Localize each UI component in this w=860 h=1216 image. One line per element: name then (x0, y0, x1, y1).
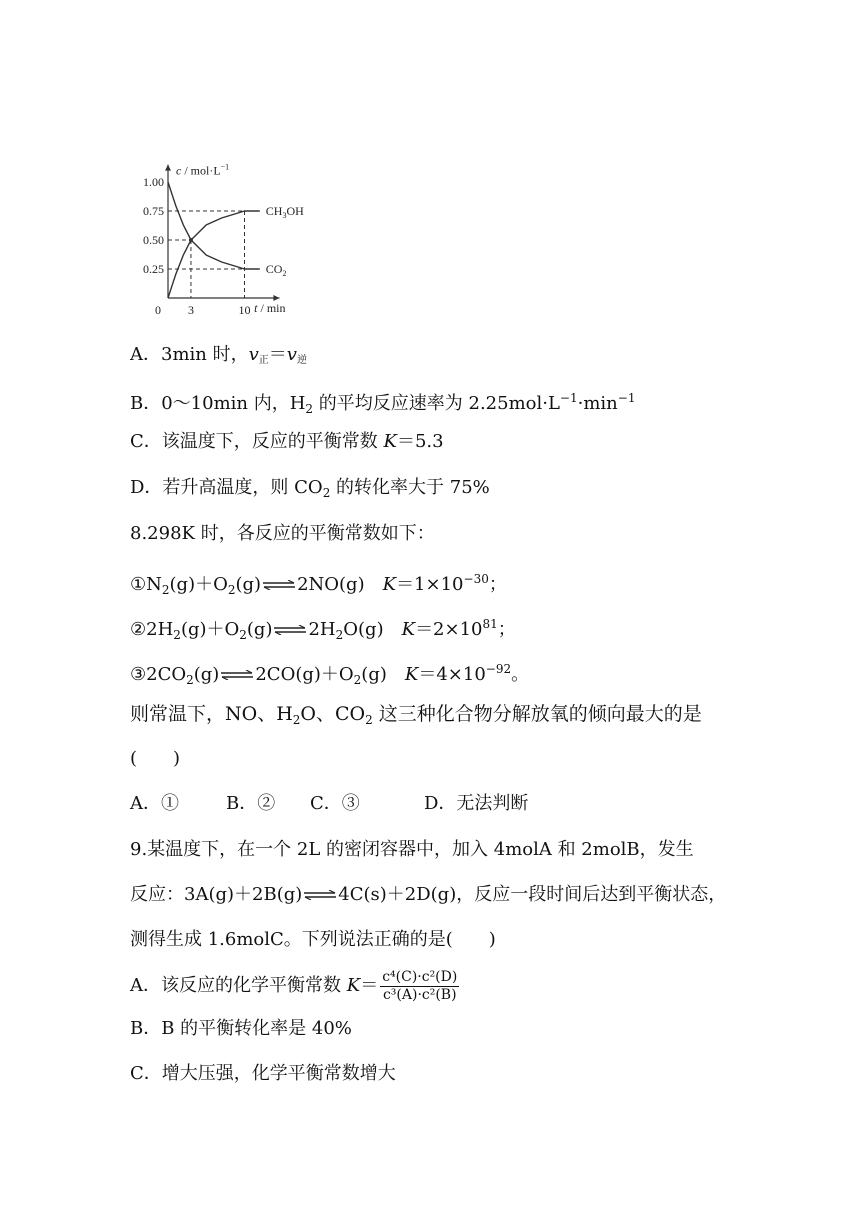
y-axis-unit: / mol·L (181, 163, 221, 178)
v-symbol: v (286, 344, 297, 365)
q9-reaction-text: 4C(s)＋2D(g)，反应一段时间后达到平衡状态， (338, 884, 727, 905)
q8-question-text: O、CO (300, 703, 366, 725)
k-value: ＝4×10 (418, 664, 486, 685)
equilibrium-arrow-icon (273, 625, 307, 635)
superscript: −1 (559, 391, 578, 405)
subscript: 2 (353, 673, 362, 687)
q7-option-b-text: B．0～10min 内，H (130, 393, 306, 414)
q9-stem-line-1: 9.某温度下，在一个 2L 的密闭容器中，加入 4molA 和 2molB，发生 (130, 839, 694, 860)
k-symbol: K (383, 431, 397, 452)
x-tick-label: 10 (238, 303, 251, 317)
equilibrium-constant-fraction (380, 969, 459, 1004)
y-tick-label: 0.25 (143, 262, 164, 276)
k-symbol: K (382, 574, 397, 595)
equilibrium-arrow-icon (220, 670, 254, 680)
punctuation: ； (488, 574, 507, 595)
superscript: 81 (482, 617, 498, 631)
q7-option-b-unit: ·min (577, 393, 618, 414)
forward-subscript: 正 (258, 355, 269, 366)
q9-reaction-text: 反应：3A(g)＋2B(g) (130, 884, 303, 905)
chart-axes (165, 162, 279, 301)
q9-option-a (130, 966, 459, 1006)
chart-curves (168, 182, 260, 298)
q7-option-c (130, 430, 444, 454)
superscript: −30 (463, 572, 489, 586)
r3-text: (g) (361, 664, 387, 685)
q8-option-c: C．③ (310, 793, 360, 814)
x-tick-label: 3 (187, 303, 194, 317)
k-value: ＝2×10 (415, 619, 483, 640)
subscript: 2 (161, 583, 170, 597)
r1-text: ①N (130, 574, 162, 595)
r1-text: (g) (235, 574, 262, 595)
series-label-main: CO (265, 262, 283, 276)
series-label-sub: 2 (282, 269, 287, 278)
q9-stem-line-2 (130, 883, 726, 907)
x-axis-unit: / min (257, 301, 286, 315)
superscript: −92 (485, 662, 512, 676)
equals-sign: ＝ (360, 975, 379, 996)
r2-text: (g) (246, 619, 273, 640)
q9-option-a-text: A．该反应的化学平衡常数 (130, 975, 347, 996)
reverse-subscript: 逆 (296, 355, 307, 366)
q8-answer-paren: ( ) (130, 748, 181, 769)
superscript: −1 (617, 391, 636, 405)
v-symbol: v (248, 344, 259, 365)
equilibrium-arrow-icon (262, 580, 296, 590)
r3-text: 2CO(g)＋O (255, 664, 354, 685)
concentration-time-chart (120, 124, 360, 324)
series-label-ch3oh (266, 204, 304, 220)
fraction-denominator: c³(A)·c²(B) (382, 986, 457, 1003)
y-axis-unit-exponent: −1 (220, 162, 230, 172)
q8-stem: 8.298K 时，各反应的平衡常数如下： (130, 523, 435, 544)
punctuation: 。 (511, 664, 530, 685)
q8-question-text: 则常温下，NO、H (130, 703, 293, 725)
subscript: 2 (335, 628, 344, 642)
subscript: 2 (305, 402, 314, 416)
r2-text: ②2H (130, 619, 174, 640)
q8-reaction-2 (130, 612, 516, 647)
q7-option-d-text: D．若升高温度，则 CO (130, 477, 323, 498)
equals-sign: ＝ (268, 344, 287, 365)
r2-text: (g)＋O (180, 619, 240, 640)
q9-stem-line-3: 测得生成 1.6molC。下列说法正确的是( ) (130, 929, 496, 950)
punctuation: ； (497, 619, 516, 640)
y-axis-symbol: c (176, 163, 182, 178)
q7-option-d-text2: 的转化率大于 75% (330, 477, 490, 498)
series-label-tail: OH (286, 204, 304, 218)
q8-option-b: B．② (226, 793, 276, 814)
subscript: 2 (227, 583, 236, 597)
q7-option-a-text: A．3min 时， (130, 344, 249, 365)
chart-axis-labels (176, 163, 304, 315)
y-tick-label: 0.50 (143, 233, 164, 247)
q7-option-a (130, 343, 307, 373)
subscript: 2 (239, 628, 247, 642)
series-label-co2 (266, 262, 287, 278)
k-symbol: K (404, 664, 419, 685)
q7-option-b-text2: 的平均反应速率为 2.25mol·L (313, 393, 560, 414)
q8-question-text: 这三种化合物分解放氧的倾向最大的是 (372, 703, 702, 725)
k-value: ＝1×10 (396, 574, 464, 595)
y-axis-arrow (165, 165, 171, 171)
q7-option-c-text: C．该温度下，反应的平衡常数 (130, 431, 384, 452)
x-tick-label: 0 (155, 303, 161, 317)
q7-option-d (130, 476, 490, 505)
q9-option-c: C．增大压强，化学平衡常数增大 (130, 1063, 396, 1084)
k-value: ＝5.3 (396, 431, 444, 452)
r3-text: (g) (193, 664, 220, 685)
equilibrium-arrow-icon (303, 890, 337, 900)
series-line-ch3oh (168, 211, 260, 298)
r1-text: (g)＋O (169, 574, 228, 595)
subscript: 2 (292, 713, 301, 727)
subscript: 2 (173, 628, 181, 642)
fraction-numerator: c⁴(C)·c²(D) (382, 968, 458, 985)
k-symbol: K (401, 619, 416, 640)
series-label-sub: 3 (282, 211, 287, 220)
r3-text: ③2CO (130, 664, 187, 685)
q8-question (130, 702, 702, 732)
subscript: 2 (322, 486, 331, 500)
subscript: 2 (365, 713, 373, 727)
r2-text: 2H (308, 619, 336, 640)
subscript: 2 (186, 673, 194, 687)
y-tick-label: 0.75 (143, 204, 164, 218)
q9-option-b: B．B 的平衡转化率是 40% (130, 1018, 352, 1039)
series-line-co2 (168, 182, 260, 269)
q8-reaction-1 (130, 567, 507, 602)
r2-text: O(g) (343, 619, 384, 640)
x-axis-label (254, 301, 285, 315)
y-axis-label (176, 163, 229, 178)
q7-option-b (130, 386, 635, 421)
q8-reaction-3 (130, 657, 529, 692)
k-symbol: K (346, 975, 361, 996)
y-tick-label: 1.00 (143, 175, 164, 189)
r1-text: 2NO(g) (297, 574, 365, 595)
q8-option-d: D．无法判断 (424, 793, 529, 814)
q8-option-a: A．① (130, 793, 179, 814)
series-label-main: CH (265, 204, 283, 218)
intersection-point (189, 238, 193, 242)
x-axis-symbol: t (254, 301, 258, 315)
